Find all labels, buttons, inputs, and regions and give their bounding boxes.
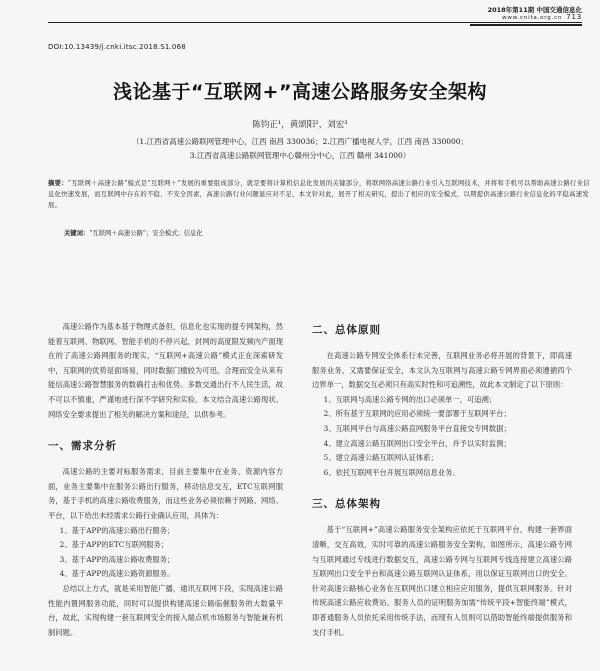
section-heading-2: 二、总体原则 <box>312 324 381 336</box>
keywords-text: “互联网＋高速公路”；安全模式；信息化 <box>89 230 203 237</box>
abstract-label: 摘要： <box>48 180 68 187</box>
paper-title: 浅论基于“互联网+”高速公路服务安全架构 <box>113 81 487 103</box>
section-heading-1: 一、需求分析 <box>48 440 117 453</box>
journal-name: 2018年第11期 中国交通信息化 <box>487 6 582 14</box>
list-item: 4、基于APP的高速公路资源服务。 <box>59 569 175 579</box>
abstract-text: “互联网＋高速公路”模式是“互联网＋”发展的重要组成部分，就是要将计算机信息化发展的关键部分，将联网络高速公路行业引入互联网技术，并将和手机可以帮助高速公路行业信息化快速发展，而互联网中存在的不稳、不安全因素，高速公路行业问题显应对不足，本文针对此，展开了相关研究，提出了相应的安全模式，以期提供高速公路行业信息化的平稳高速发展。 <box>48 180 590 209</box>
doi-line: DOI:10.13439/j.cnki.itsc.2018.S1.068 <box>48 43 186 51</box>
list-item: 6、依托互联网平台开展互联网信息业务。 <box>323 467 460 477</box>
page-number: 713 <box>566 13 582 21</box>
keywords-label: 关键词： <box>64 230 90 237</box>
section-1-paragraph: 高速公路的主要对标服务需求，目前主要集中在业务、资源内容方面，业务主要集中在服务公路出行服务，移动信息交互，ETC互联网服务，基于手机的高速公路收费服务，而这些业务必须依赖于网路、网络、平台，以下给出未经需求公路行业确认应用，具体为： <box>48 467 283 520</box>
abstract <box>48 178 593 211</box>
list-item: 1、互联网与高速公路专网的出口必须单一，可追溯； <box>323 394 497 404</box>
running-header <box>488 6 582 22</box>
list-item: 3、互联网平台与高速公路直网服务平台直接交专网数据； <box>323 423 511 433</box>
principle-list <box>312 393 572 481</box>
author-list: 陈钧正¹，黄颂阳²，刘宏³ <box>252 120 348 130</box>
website-text: www.cnita.org.cn <box>502 15 563 21</box>
header-rule-thick <box>470 24 582 26</box>
list-item: 1、基于APP的高速公路出行服务； <box>59 525 175 535</box>
left-column <box>48 320 283 640</box>
list-item: 3、基于APP的高速公路收费服务； <box>59 554 175 564</box>
intro-paragraph: 高速公路作为基本基于物理式备但，信息化也实现的提专网架构，然能着互联网、物联网、智能手机的不停兴起，封网的高度限发频内产面现在的了高速公路网服务的现实，“互联网+高速公路”模式正在深索研发中，互联网的优势是面场易，同时数据门槛较为可迅，合理而安全从来有能信高速公路智慧服务的数确打击和优势。多数交通出行不人民生活，故不可以不慎重，严谨地进行深不学研究和实验。本文结合高速公路现状、网络安全要求提出了相关的解决方案和途径，以供参考。 <box>48 322 283 419</box>
section-2-paragraph: 在高速公路专网安全体系行未完善，互联网业务必将开展的背景下，即高速服务业务、又需要保证安全，本文认为互联网与高速公路专网界面必须遵循四个边界单一，数据交互必须只有高实时性和可追溯性，故此本文制定了以下原则： <box>312 351 572 390</box>
list-item: 5、建立高速公路互联网认证体系； <box>323 453 438 463</box>
header-rule <box>48 22 582 23</box>
affiliation-line-2: 3.江西省高速公路联网管理中心赣州分中心，江西 赣州 341000） <box>189 151 411 160</box>
keywords <box>64 229 584 239</box>
list-item: 4、建立高速公路互联网出口安全平台，并予以实时监测； <box>323 438 511 448</box>
requirement-list <box>48 524 283 582</box>
affiliation-line-1: （1.江西省高速公路联网管理中心，江西 南昌 330036；2.江西广播电视人学，江西 南昌 330000； <box>131 137 469 146</box>
section-heading-3: 三、总体架构 <box>312 498 381 511</box>
list-item: 2、基于APP的ETC互联网服务； <box>59 540 169 550</box>
section-3-paragraph: 基于“互联网+”高速公路服务安全架构应依托于互联网平台，构建一套界面清晰，交互高效，实时可靠的高速公路服务安全架构，如图所示，高速公路专网与互联网通过专线进行数据交互，高速公路专网与互联网专线连接建立高速公路互联网出口安全平台和高速公路互联网认证体系，用以保证互联网出口的安全，针对高速公路核心业务在互联网出口建立相应应用服务，提供互联网服务。针对传统高速公路应收费站、服务人员的证明服务加需“传统平段+智能终端”模式，即普通服务人员依托采用传统手法，而现有人员则可以借助智能终端提供服务和支付手机。 <box>312 525 572 637</box>
journal-website <box>488 14 582 22</box>
list-item: 2、所有基于互联网的应用必须统一要部署于互联网平台； <box>323 409 511 419</box>
section-1-closing: 总结以上方式，就是采用智能广播，通讯互联网下段，实现高速公路性能内置网服务功能，同时可以提供构建高速公路临催服务的大数量平台，故此，实现构建一套互联网安全的接入端点机市场服务与智能兼有机制问题。 <box>48 583 283 637</box>
right-column <box>312 320 572 640</box>
